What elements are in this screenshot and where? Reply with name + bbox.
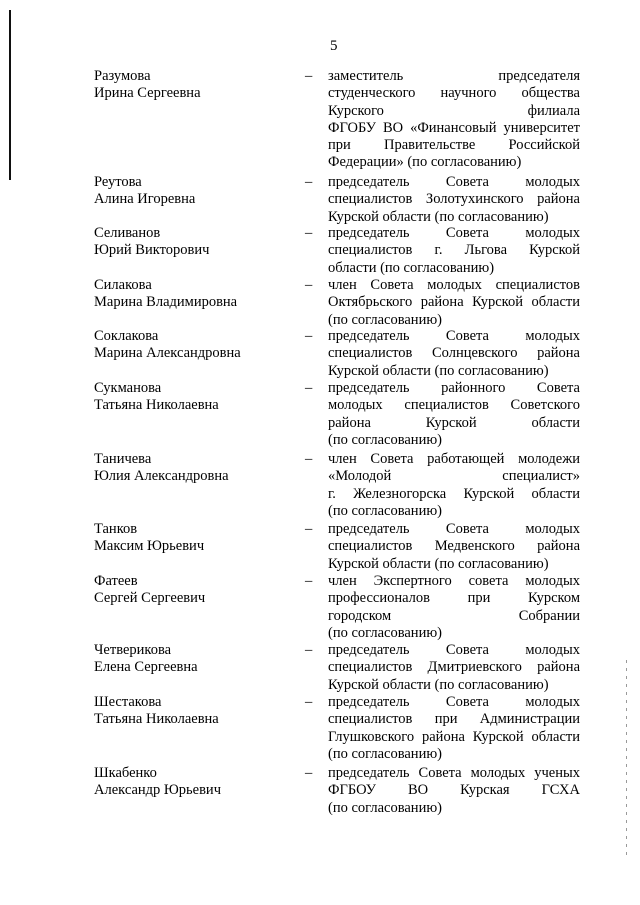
member-name: [94, 174, 299, 209]
position-line: при Правительстве Российской: [328, 137, 580, 154]
member-given-names: Александр Юрьевич: [94, 782, 221, 799]
position-line: студенческого научного общества: [328, 85, 580, 102]
member-surname: Таничева: [94, 451, 152, 467]
position-line: специалистов Дмитриевского района: [328, 659, 580, 676]
dash-separator: –: [305, 451, 313, 467]
position-line: заместитель председателя: [328, 68, 580, 84]
member-given-names: Юлия Александровна: [94, 468, 229, 485]
dash-separator: –: [305, 694, 313, 710]
member-given-names: Юрий Викторович: [94, 242, 210, 259]
position-line: председатель Совета молодых ученых: [328, 765, 580, 781]
member-name: [94, 521, 299, 556]
position-line: председатель Совета молодых: [328, 694, 580, 710]
dash-separator: –: [305, 328, 313, 344]
dash-separator: –: [305, 225, 313, 241]
member-given-names: Марина Александровна: [94, 345, 241, 362]
dash-separator: –: [305, 277, 313, 293]
member-given-names: Максим Юрьевич: [94, 538, 205, 555]
position-line: (по согласованию): [328, 745, 442, 762]
position-line: председатель Совета молодых: [328, 225, 580, 241]
member-position: [328, 225, 580, 277]
member-position: [328, 521, 580, 573]
position-line: председатель Совета молодых: [328, 642, 580, 658]
position-line: (по согласованию): [328, 502, 442, 519]
position-line: (по согласованию): [328, 624, 442, 641]
member-given-names: Татьяна Николаевна: [94, 711, 219, 728]
member-position: [328, 642, 580, 694]
member-surname: Четверикова: [94, 642, 172, 658]
member-surname: Селиванов: [94, 225, 161, 241]
position-line: г. Железногорска Курской области: [328, 485, 580, 502]
member-position: [328, 694, 580, 763]
dash-separator: –: [305, 380, 313, 396]
member-name: [94, 277, 299, 312]
position-line: Курской области (по согласованию): [328, 208, 549, 225]
scan-edge-dots: [626, 660, 627, 860]
position-line: председатель Совета молодых: [328, 174, 580, 190]
position-line: (по согласованию): [328, 311, 442, 328]
position-line: специалистов Золотухинского района: [328, 191, 580, 208]
member-name: [94, 225, 299, 260]
position-line: председатель районного Совета: [328, 380, 580, 396]
position-line: специалистов при Администрации: [328, 711, 580, 728]
member-surname: Фатеев: [94, 573, 138, 589]
member-position: [328, 68, 580, 172]
position-line: специалистов Медвенского района: [328, 538, 580, 555]
member-given-names: Марина Владимировна: [94, 294, 238, 311]
member-name: [94, 694, 299, 729]
member-name: [94, 573, 299, 608]
position-line: Курского филиала: [328, 102, 580, 119]
member-surname: Сукманова: [94, 380, 162, 396]
member-position: [328, 573, 580, 642]
page-number: 5: [330, 38, 338, 54]
dash-separator: –: [305, 68, 313, 84]
member-surname: Разумова: [94, 68, 151, 84]
member-given-names: Татьяна Николаевна: [94, 397, 219, 414]
position-line: Глушковского района Курской области: [328, 728, 580, 745]
position-line: городском Собрании: [328, 607, 580, 624]
position-line: профессионалов при Курском: [328, 590, 580, 607]
member-name: [94, 642, 299, 677]
member-given-names: Сергей Сергеевич: [94, 590, 206, 607]
scan-edge-line: [9, 10, 11, 180]
position-line: председатель Совета молодых: [328, 521, 580, 537]
member-name: [94, 380, 299, 415]
dash-separator: –: [305, 765, 313, 781]
position-line: (по согласованию): [328, 431, 442, 448]
member-name: [94, 451, 299, 486]
member-surname: Танков: [94, 521, 138, 537]
member-name: [94, 68, 299, 103]
member-name: [94, 328, 299, 363]
position-line: член Экспертного совета молодых: [328, 573, 580, 589]
member-position: [328, 328, 580, 380]
member-surname: Шестакова: [94, 694, 162, 710]
dash-separator: –: [305, 521, 313, 537]
position-line: специалистов г. Льгова Курской: [328, 242, 580, 259]
position-line: молодых специалистов Советского: [328, 397, 580, 414]
member-position: [328, 380, 580, 449]
position-line: Курской области (по согласованию): [328, 676, 549, 693]
position-line: области (по согласованию): [328, 259, 495, 276]
member-surname: Шкабенко: [94, 765, 157, 781]
position-line: Курской области (по согласованию): [328, 362, 549, 379]
position-line: Октябрьского района Курской области: [328, 294, 580, 311]
position-line: член Совета молодых специалистов: [328, 277, 580, 293]
position-line: Курской области (по согласованию): [328, 555, 549, 572]
member-given-names: Елена Сергеевна: [94, 659, 198, 676]
member-given-names: Ирина Сергеевна: [94, 85, 201, 102]
position-line: специалистов Солнцевского района: [328, 345, 580, 362]
position-line: член Совета работающей молодежи: [328, 451, 580, 467]
dash-separator: –: [305, 642, 313, 658]
member-given-names: Алина Игоревна: [94, 191, 196, 208]
member-position: [328, 765, 580, 817]
member-position: [328, 174, 580, 226]
member-position: [328, 277, 580, 329]
member-name: [94, 765, 299, 800]
member-surname: Соклакова: [94, 328, 159, 344]
position-line: председатель Совета молодых: [328, 328, 580, 344]
position-line: Федерации» (по согласованию): [328, 154, 522, 171]
position-line: района Курской области: [328, 414, 580, 431]
dash-separator: –: [305, 573, 313, 589]
position-line: (по согласованию): [328, 799, 442, 816]
position-line: ФГБОУ ВО Курская ГСХА: [328, 782, 580, 799]
position-line: ФГОБУ ВО «Финансовый университет: [328, 119, 580, 136]
member-position: [328, 451, 580, 520]
position-line: «Молодой специалист»: [328, 468, 580, 485]
member-surname: Силакова: [94, 277, 152, 293]
member-surname: Реутова: [94, 174, 142, 190]
dash-separator: –: [305, 174, 313, 190]
